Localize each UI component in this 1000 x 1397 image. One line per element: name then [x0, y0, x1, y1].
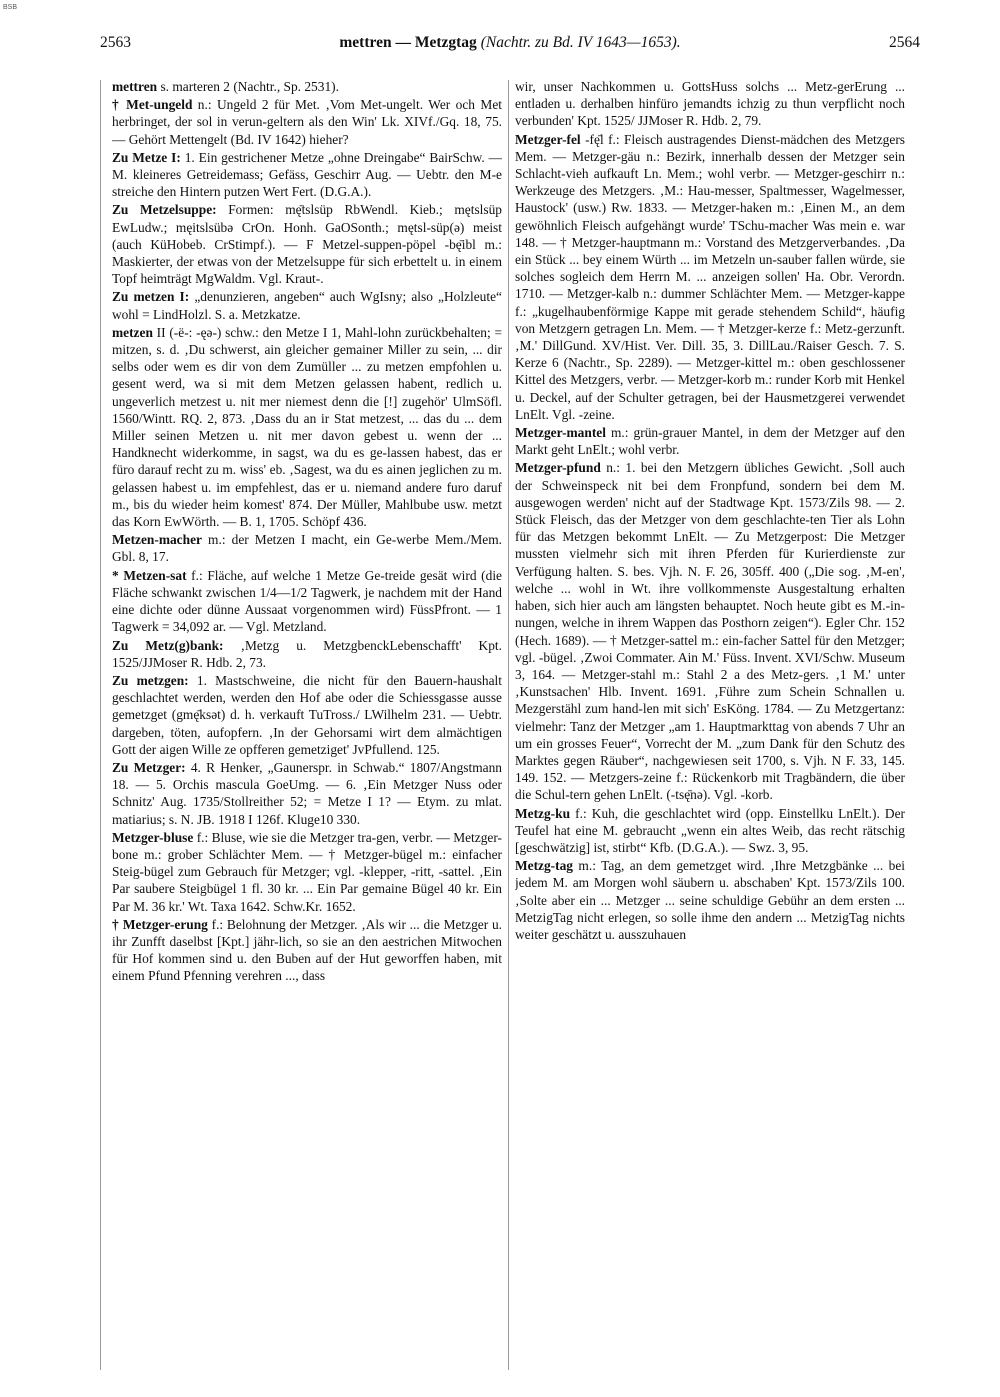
dictionary-entry	[112, 96, 502, 148]
entry-text: 4. R Henker, „Gaunerspr. in Schwab.“ 1807/Angstmann 18. — 5. Orchis mascula GoeUmg. — 6. ‚Ein Metzger Nuss oder Schnitz' Aug. 1735/Stollreither 52; = Metze I 1? — Etym. zu mlat. matiarius; s. N. JB. 1918 I 126f. Kluge10 330.	[112, 759, 502, 827]
entry-headword: Metzger-bluse	[112, 829, 194, 845]
entry-headword: Metzg-ku	[515, 805, 571, 821]
entry-headword: Metzger-mantel	[515, 425, 606, 441]
entry-headword: Zu Metze I:	[112, 149, 181, 165]
entry-text: m.: grün-grauer Mantel, in dem der Metzger auf den Markt geht LnElt.; wohl verbr.	[515, 425, 905, 458]
text-column-left	[112, 78, 502, 1368]
column-divider	[508, 80, 509, 1370]
dictionary-entry	[112, 759, 502, 828]
entry-text: -fę̄l f.: Fleisch austragendes Dienst-mädchen des Metzgers Mem. — Metzger-gäu n.: Bezirk, innerhalb dessen der Metzger sein Schlacht-vieh aufkauft Ln. Mem.; wohl verbr. — Metzger-geschirr n.: Werkzeuge des Metzgers. ‚M.: Hau-messer, Spaltmesser, Wagelmesser, Haustock' (usw.) Rw. 1833. — Metzger-haken m.: ‚Einen M., an dem gewöhnlich Fleisch aufgehängt wurde' TSchu-macher Was mein e. war 148. — † Metzger-hauptmann m.: Vorstand des Metzgerverbandes. ‚Da ein Stück ... bey einem Würth ... im Metzeln un-sauber fallen würde, sie solches sogleich dem Herrn M. ... anzeigen sollen' Ha. Obr. Verordn. 1710. — Metzger-kalb n.: dummer Schlächter Mem. — Metzger-kappe f.: „kugelhaubenförmige Kappe mit gerade stehendem Schild“, häufig von Metzgern getragen Ln. Mem. — † Metzger-kerze f.: Metz-gerzunft. ‚M.' DillGund. XV/Hist. Ver. Dill. 35, 3. DillLau./Raiser Gesch. 7. S. Kerze 6 (Nachtr., Sp. 2289). — Metzger-kittel m.: oben geschlossener Kittel des Metzgers, verbr. — Metzger-korb m.: runder Korb mit Henkel u. Deckel, auf der Schulter getragen, bei der Hausmetzgerei verwendet LnElt. Vgl. -zeine.	[515, 131, 905, 422]
entry-headword: Metzger-pfund	[515, 460, 601, 476]
entry-headword: Zu Metz(g)bank:	[112, 637, 224, 653]
entry-text: Formen: mę̄tslsüp RbWendl. Kieb.; mętslsüp EwLudw.; męitslsübə CrOn. Honh. GaOSonth.; mętsl-süp(ə) meist (auch KüHobeb. CrStimpf.). — F Metzel-suppen-pöpel -bę̄ibl m.: Maskierter, der etwas von der Metzelsuppe für sich erbettelt u. in einem Topf heimträgt MgWaldm. Vgl. Kraut-.	[112, 202, 502, 287]
entry-text: f.: Fläche, auf welche 1 Metze Ge-treide gesät wird (die Fläche schwankt zwischen 1/4—1/2 Tagwerk, je nachdem mit der Hand eine dichte oder dünne Aussaat vorgenommen wird) FüssPfront. — 1 Tagwerk = 34,092 ar. — Vgl. Metzland.	[112, 567, 502, 635]
dictionary-entry	[112, 531, 502, 565]
entry-headword: † Metzger-erung	[112, 916, 208, 932]
library-mark: BSB	[3, 4, 18, 11]
dictionary-entry	[515, 78, 905, 130]
entry-headword: Metzen-macher	[112, 532, 202, 548]
entry-headword: Zu metzen I:	[112, 289, 190, 305]
headword-range: mettren — Metzgtag	[339, 34, 477, 51]
entry-text: 1. Mastschweine, die nicht für den Bauern-haushalt geschlachtet werden, werden den Hof abe oder die Schiessgasse ausse gemetzget (gmę̄ksət) d. h. verkauft TuTross./ LWilhelm 231. — Uebtr. dargeben, töten, aufopfern. ‚In der Gehorsami wirt dem almächtigen Gott der aigen Wille ze opfferen gemetziget' JvPfullend. 125.	[112, 672, 502, 757]
entry-text: n.: Ungeld 2 für Met. ‚Vom Met-ungelt. Wer och Met herbringet, der sol in verun-geltern als den Win' Lk. XIVf./Gq. 18, 75. — Gehört Mettengelt (Bd. IV 1642) hieher?	[112, 97, 502, 147]
entry-text: wir, unser Nachkommen u. GottsHuss solchs ... Metz-gerErung ... entladen u. derhalben hinfüro jemandts ichzig zu thun verpflicht noch verbunden' Kpt. 1525/ JJMoser R. Hdb. 2, 79.	[515, 79, 905, 129]
dictionary-entry	[112, 637, 502, 671]
dictionary-entry	[515, 424, 905, 458]
dictionary-entry	[112, 149, 502, 201]
dictionary-entry	[112, 324, 502, 530]
entry-text: 1. Ein gestrichener Metze „ohne Dreingabe“ BairSchw. — M. kleineres Getreidemass; Gefäss, Geschirr Aug. — Uebtr. den M-e streiche den Hintern putzen Wert Fert. (D.G.A.).	[112, 149, 502, 200]
dictionary-entry	[112, 672, 502, 758]
text-column-right	[515, 78, 905, 1368]
dictionary-entry	[112, 201, 502, 287]
column-number-left: 2563	[100, 34, 131, 51]
entry-text: „denunzieren, angeben“ auch WgIsny; also „Holzleute“ wohl = LindHolzl. S. a. Metzkatze.	[112, 289, 502, 322]
entry-text: n.: 1. bei den Metzgern übliches Gewicht. ‚Soll auch der Schweinspeck nit bei dem Fronpfund, sondern bei dem M. ausgewogen werden' nicht auf der Stadtwage Kpt. 1573/Zils 98. — 2. Stück Fleisch, das der Metzger von dem geschlachte-ten Tier als Lohn für das Metzgen bekommt LnElt. — Zu Metzgerpost: Die Metzger mussten vielmehr sich mit ihren Pferden für Kurierdienste zur Verfügung halten. S. bes. Vjh. N. F. 26, 305ff. 400 („Die sog. ‚M-en', welche ... wohl in Wt. ihre vollkommenste Ausgestaltung erhalten haben, sich hier auch am längsten behauptet. Noch heute gibt es M.-in-nungen, welche in ihrem Wappen das Posthorn zeigen“). Egler Chr. 152 (Hech. 1689). — † Metzger-sattel m.: ein-facher Sattel für den Metzger; vgl. -bügel. ‚Zwoi Commater. Ain M.' Füss. Invent. XVI/Schw. Museum 3, 164. — Metzger-stahl m.: Stahl 2 a des Metz-gers. ‚1 M.' unter ‚Kunstsachen' Hlb. Invent. 1691. ‚Führe zum Schein Schnallen u. Mezgerstähl zum hand-len mit sich' EsKöng. 1784. — Zu Metzgertanz: vielmehr: Tanz der Metzger „am 1. Hauptmarkttag von abends 7 Uhr an um ein grosses Feuer“, Vorrecht der M. „zum Dank für den Schutz des Marktes gegen Räuber“, nachgewiesen seit 1700, s. Vjh. N F. 33, 145. 149. 152. — Metzgers-zeine f.: Rückenkorb mit Tragbändern, die über die Schul-tern gehen LnElt. (-tsę̄nə). Vgl. -korb.	[515, 460, 905, 803]
entry-headword: Zu Metzelsuppe:	[112, 202, 217, 218]
entry-text: s. marteren 2 (Nachtr., Sp. 2531).	[157, 79, 339, 94]
entry-headword: metzen	[112, 324, 153, 340]
entry-headword: † Met-ungeld	[112, 97, 193, 113]
entry-text: m.: Tag, an dem gemetzget wird. ‚Ihre Metzgbänke ... bei jedem M. am Morgen wohl säubern u. abschaben' Kpt. 1573/Zils 100. ‚Solte aber ein ... Metzger ... seine schuldige Gebühr an dem ersten ... MetzigTag nicht erlegen, so solle ihme den andern ... MetzigTag nichts weiter geschätzt u. ausszuhauen	[515, 858, 905, 942]
entry-headword: * Metzen-sat	[112, 567, 187, 583]
supplement-reference: (Nachtr. zu Bd. IV 1643—1653).	[480, 34, 681, 51]
dictionary-entry	[112, 829, 502, 915]
page-header	[100, 34, 920, 56]
entry-text: f.: Bluse, wie sie die Metzger tra-gen, verbr. — Metzger-bone m.: grober Schlächter Mem. — † Metzger-bügel m.: einfacher Steig-bügel zum Gebrauch für Metzger; vgl. -klepper, -ritt, -sattel. ‚Ein Par saubere Steigbügel 1 fl. 30 kr. ... Ein Par gemaine Bügel 40 kr. Ein Par M. 36 kr.' Wt. Taxa 1642. Schw.Kr. 1652.	[112, 829, 502, 914]
dictionary-entry	[112, 288, 502, 322]
entry-text: f.: Kuh, die geschlachtet wird (opp. Einstellku LnElt.). Der Teufel hat eine M. gebraucht „wenn ein altes Weib, das recht rätschig [geschwätzig] ist, stirbt“ Kfb. (D.G.A.). — Swz. 3, 95.	[515, 805, 905, 855]
entry-text: f.: Belohnung der Metzger. ‚Als wir ... die Metzger u. ihr Zunfft daselbst [Kpt.] jähr-lich, so sie an den aestrichen Mitwochen für Hof kommen sind u. den Buben auf der Hut geworffen haben, mit einem Pfund Pfenning verehren ..., dass	[112, 916, 502, 984]
dictionary-entry	[515, 131, 905, 423]
dictionary-entry	[112, 78, 502, 95]
entry-headword: mettren	[112, 79, 158, 94]
column-number-right: 2564	[889, 34, 920, 51]
entry-text: ‚Metzg u. MetzgbenckLebenschafft' Kpt. 1525/JJMoser R. Hdb. 2, 73.	[112, 637, 502, 670]
dictionary-entry	[515, 857, 905, 943]
entry-headword: Zu metzgen:	[112, 672, 189, 688]
dictionary-entry	[515, 805, 905, 857]
left-margin-rule	[100, 80, 101, 1370]
entry-headword: Metzg-tag	[515, 858, 573, 874]
entry-text: m.: der Metzen I macht, ein Ge-werbe Mem./Mem. Gbl. 8, 17.	[112, 532, 502, 565]
running-title	[100, 34, 920, 52]
entry-text: II (-ë-: -ęə-) schw.: den Metze I 1, Mahl-lohn zurückbehalten; = mitzen, s. d. ‚Du schwerst, ain gleicher gemainer Miller zu sein, ... dir selbs oder wem es dir von dem Zumüller ... zu metzen empfohlen u. gesent werd, wa si mit dem Metzen gelassen habent, redlich u. ungeverlich metzest u. nit mer niemest denn die [!] zugehör' UlmSöfl. 1560/Wintt. RQ. 2, 873. ‚Dass du an ir Stat metzest, ... das du ... dem Miller seinen Metzen u. nit mer davon gebest u. wenn der ... Handknecht widerkomme, in sagst, wa du es ge-lassen habest, das er füro darauf recht zu m. wiss' eb. ‚Sagest, wa du es ainen jeglichen zu m. gelassen habest u. im empfehlest, das er u. niemand andere furo daruf m., bis du wieder heim komest' 874. Der Müller, Mahlbube usw. metzt das Korn EwWörth. — B. 1, 1705. Schöpf 436.	[112, 324, 502, 530]
dictionary-entry	[112, 567, 502, 636]
dictionary-entry	[515, 459, 905, 803]
dictionary-entry	[112, 916, 502, 985]
entry-headword: Metzger-fel	[515, 131, 581, 147]
entry-headword: Zu Metzger:	[112, 759, 186, 775]
